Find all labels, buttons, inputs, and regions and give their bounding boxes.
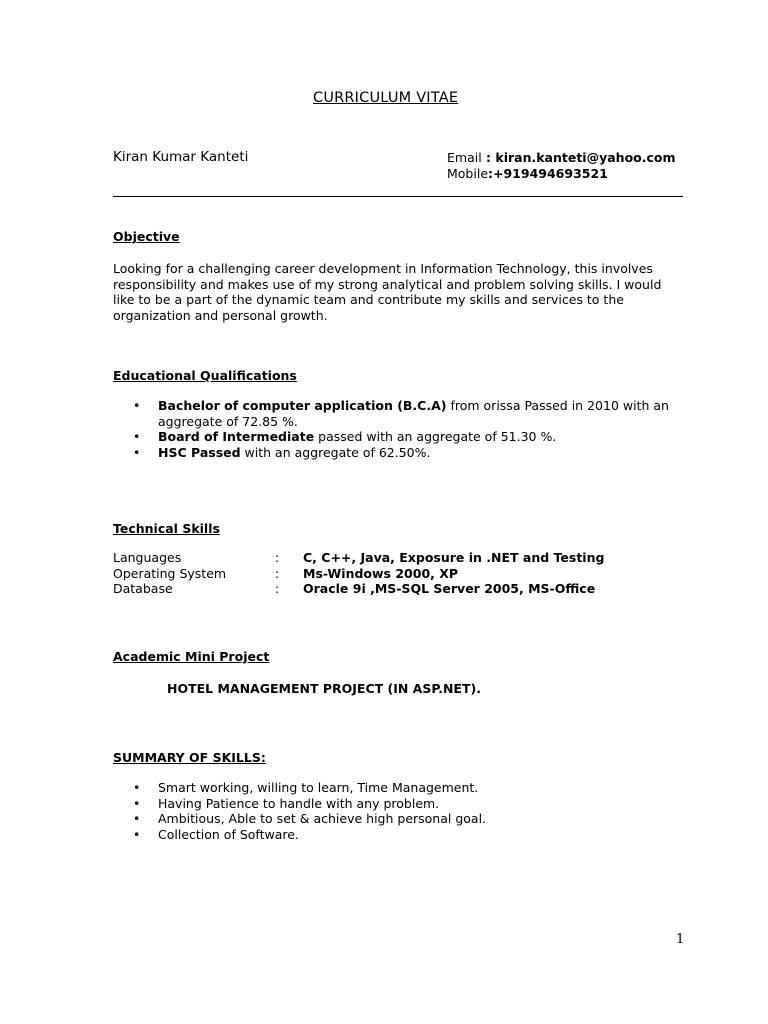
technical-skills-heading: Technical Skills [113, 521, 220, 536]
education-list [113, 398, 683, 460]
qualification-name: Bachelor of computer application (B.C.A) [158, 398, 447, 413]
education-item [113, 398, 683, 429]
email-label: Email [447, 150, 482, 165]
skill-label: Languages [113, 550, 182, 565]
skill-value: Oracle 9i ,MS-SQL Server 2005, MS-Office [303, 581, 596, 596]
bullet-icon: • [133, 429, 141, 444]
summary-list [113, 780, 683, 842]
page-number: 1 [676, 932, 685, 947]
mobile-line [447, 166, 676, 182]
objective-text: Looking for a challenging career development in Information Technology, this involves responsibility and makes use of my strong analytical and problem solving skills. I would like to be a part of the dynamic team and contribute my skills and services to the organization and personal growth. [113, 261, 662, 323]
skill-colon: : [275, 550, 280, 565]
skill-row [113, 581, 604, 597]
skill-label: Operating System [113, 565, 227, 581]
summary-text: Smart working, willing to learn, Time Management. [158, 780, 479, 795]
bullet-icon: • [133, 795, 141, 811]
skill-row [113, 550, 604, 566]
education-item [113, 445, 683, 461]
email-value: kiran.kanteti@yahoo.com [495, 150, 676, 165]
skill-row [113, 566, 604, 582]
bullet-icon: • [133, 826, 141, 842]
bullet-icon: • [133, 444, 141, 460]
education-heading: Educational Qualifications [113, 368, 297, 383]
qualification-detail: passed with an aggregate of 51.30 %. [314, 429, 557, 444]
objective-heading: Objective [113, 229, 180, 244]
qualification-name: Board of Intermediate [158, 429, 315, 444]
header-divider [113, 196, 683, 197]
summary-heading: SUMMARY OF SKILLS: [113, 750, 266, 765]
skill-value: Ms-Windows 2000, XP [303, 565, 459, 581]
qualification-detail: with an aggregate of 62.50%. [240, 444, 431, 460]
education-item [113, 429, 683, 445]
contact-block [447, 150, 676, 182]
summary-text: Having Patience to handle with any problem. [158, 795, 440, 811]
summary-item [113, 780, 683, 796]
mobile-separator: : [488, 166, 494, 181]
document-title: CURRICULUM VITAE [313, 90, 459, 106]
mobile-label: Mobile [447, 166, 489, 181]
project-heading: Academic Mini Project [113, 649, 270, 664]
skill-colon: : [275, 581, 280, 596]
candidate-name: Kiran Kumar Kanteti [113, 149, 249, 165]
bullet-icon: • [133, 811, 141, 826]
bullet-icon: • [133, 780, 141, 795]
summary-item [113, 827, 683, 843]
qualification-detail: from orissa Passed in 2010 with an aggregate of 72.85 %. [158, 398, 669, 429]
summary-item [113, 811, 683, 827]
summary-text: Ambitious, Able to set & achieve high personal goal. [158, 811, 487, 826]
skill-value: C, C++, Java, Exposure in .NET and Testing [303, 550, 605, 565]
summary-text: Collection of Software. [158, 826, 299, 842]
summary-item [113, 796, 683, 812]
qualification-name: HSC Passed [158, 444, 241, 460]
skill-label: Database [113, 581, 173, 596]
bullet-icon: • [133, 398, 141, 413]
email-separator: : [481, 150, 496, 165]
mobile-value: +919494693521 [493, 166, 608, 181]
email-line [447, 150, 676, 166]
project-title: HOTEL MANAGEMENT PROJECT (IN ASP.NET). [167, 681, 481, 696]
technical-skills-table [113, 550, 604, 597]
skill-colon: : [275, 565, 280, 581]
